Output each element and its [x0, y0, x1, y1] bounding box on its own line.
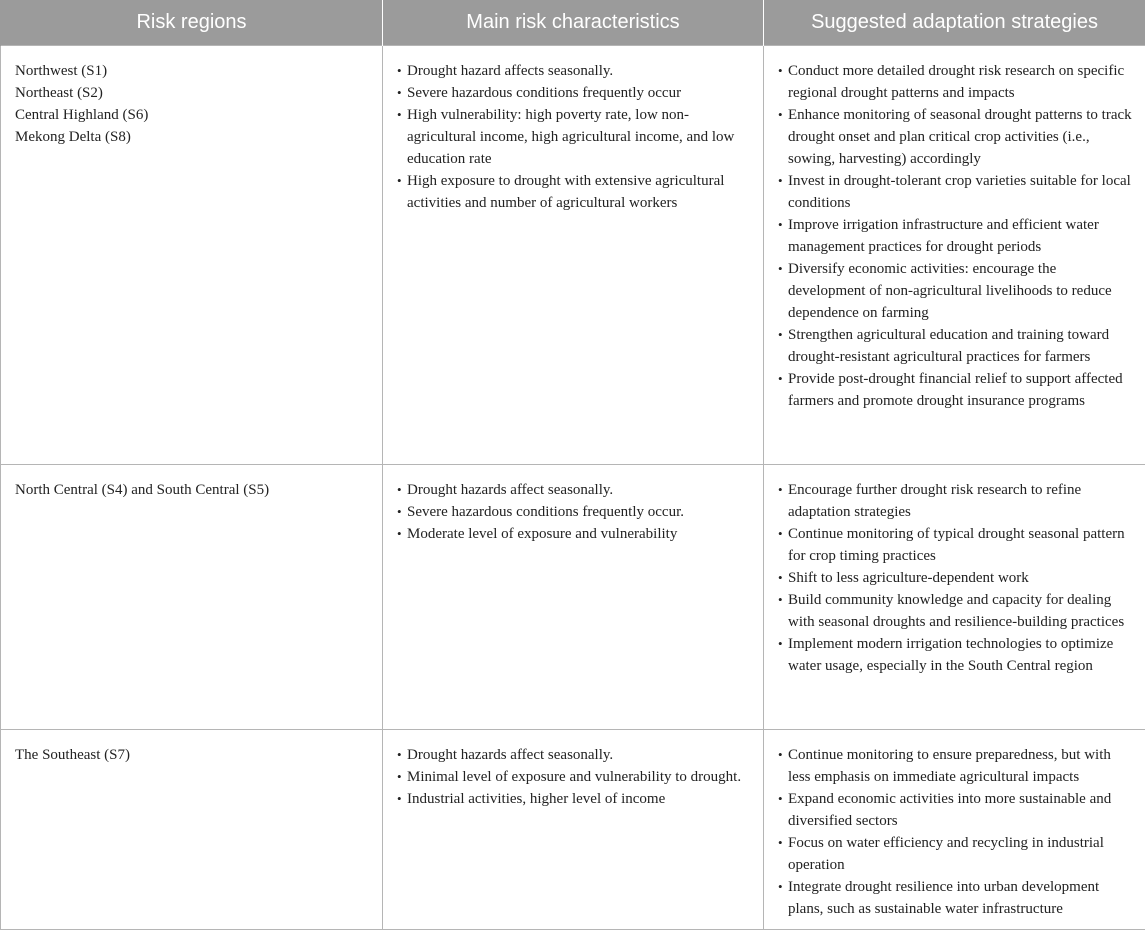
list-item: • Severe hazardous conditions frequently occur.: [397, 501, 753, 523]
header-suggested-adaptation-strategies: Suggested adaptation strategies: [764, 0, 1145, 46]
characteristics-list: [397, 744, 753, 810]
list-item: • Drought hazards affect seasonally.: [397, 744, 753, 766]
list-item: • Continue monitoring of typical drought seasonal pattern for crop timing practices: [778, 523, 1135, 567]
list-item: • Expand economic activities into more sustainable and diversified sectors: [778, 788, 1135, 832]
list-item: • Continue monitoring to ensure preparedness, but with less emphasis on immediate agricultural impacts: [778, 744, 1135, 788]
list-item: • Provide post-drought financial relief to support affected farmers and promote drought insurance programs: [778, 368, 1135, 412]
list-item: • Drought hazard affects seasonally.: [397, 60, 753, 82]
region-name: North Central (S4) and South Central (S5): [15, 479, 372, 501]
list-item: • Severe hazardous conditions frequently occur: [397, 82, 753, 104]
regions-cell: [1, 46, 383, 465]
characteristics-cell: [383, 46, 764, 465]
strategies-list: [778, 479, 1135, 677]
strategies-cell: [764, 465, 1145, 730]
list-item: • Minimal level of exposure and vulnerability to drought.: [397, 766, 753, 788]
list-item: • Build community knowledge and capacity for dealing with seasonal droughts and resilience-building practices: [778, 589, 1135, 633]
list-item: • Drought hazards affect seasonally.: [397, 479, 753, 501]
list-item: • Conduct more detailed drought risk research on specific regional drought patterns and impacts: [778, 60, 1135, 104]
list-item: • Integrate drought resilience into urban development plans, such as sustainable water infrastructure: [778, 876, 1135, 920]
list-item: • High vulnerability: high poverty rate, low non-agricultural income, high agricultural income, and low education rate: [397, 104, 753, 170]
list-item: • Industrial activities, higher level of income: [397, 788, 753, 810]
list-item: • Implement modern irrigation technologies to optimize water usage, especially in the South Central region: [778, 633, 1135, 677]
regions-cell: [1, 465, 383, 730]
list-item: • Enhance monitoring of seasonal drought patterns to track drought onset and plan critical crop activities (i.e., sowing, harvesting) accordingly: [778, 104, 1135, 170]
region-name: Central Highland (S6): [15, 104, 372, 126]
header-risk-regions: Risk regions: [1, 0, 383, 46]
list-item: • Improve irrigation infrastructure and efficient water management practices for drought periods: [778, 214, 1135, 258]
list-item: • Focus on water efficiency and recycling in industrial operation: [778, 832, 1135, 876]
table-row: [1, 730, 1145, 930]
strategies-list: [778, 744, 1135, 920]
list-item: • Encourage further drought risk research to refine adaptation strategies: [778, 479, 1135, 523]
table-row: [1, 46, 1145, 465]
region-name: Northwest (S1): [15, 60, 372, 82]
region-name: Northeast (S2): [15, 82, 372, 104]
header-main-risk-characteristics: Main risk characteristics: [383, 0, 764, 46]
header-row: [1, 0, 1145, 46]
characteristics-cell: [383, 730, 764, 930]
regions-cell: [1, 730, 383, 930]
list-item: • Shift to less agriculture-dependent work: [778, 567, 1135, 589]
region-name: Mekong Delta (S8): [15, 126, 372, 148]
strategies-cell: [764, 46, 1145, 465]
strategies-list: [778, 60, 1135, 412]
list-item: • Moderate level of exposure and vulnerability: [397, 523, 753, 545]
list-item: • Strengthen agricultural education and training toward drought-resistant agricultural practices for farmers: [778, 324, 1135, 368]
region-name: The Southeast (S7): [15, 744, 372, 766]
list-item: • Diversify economic activities: encourage the development of non-agricultural livelihoods to reduce dependence on farming: [778, 258, 1135, 324]
table-row: [1, 465, 1145, 730]
characteristics-list: [397, 60, 753, 214]
list-item: • High exposure to drought with extensive agricultural activities and number of agricultural workers: [397, 170, 753, 214]
strategies-cell: [764, 730, 1145, 930]
characteristics-cell: [383, 465, 764, 730]
list-item: • Invest in drought-tolerant crop varieties suitable for local conditions: [778, 170, 1135, 214]
characteristics-list: [397, 479, 753, 545]
